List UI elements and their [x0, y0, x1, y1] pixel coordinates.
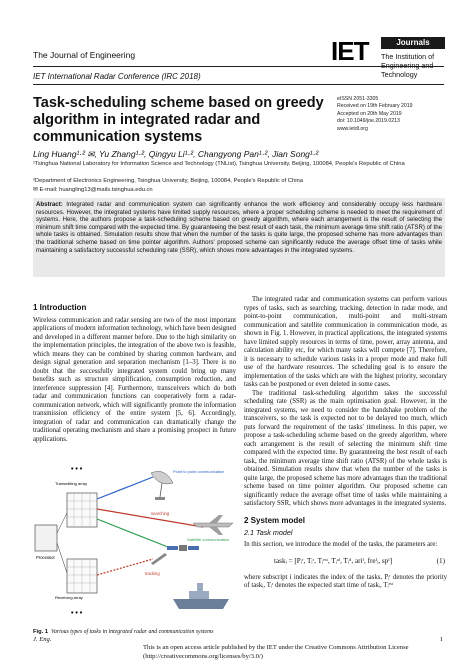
meta-received: Received on 19th February 2019 — [337, 103, 413, 110]
abstract-box — [33, 198, 445, 277]
right-paragraph-4: where subscript i indicates the index of the tasks, Pᵢʳ denotes the priority of taskᵢ, Tᵢʳ denotes the expected start time of taskᵢ, Tᵢᵉˢᵗ — [244, 573, 447, 589]
abstract — [36, 201, 442, 254]
footer-journal: J. Eng. — [33, 636, 52, 643]
beam-searching — [97, 509, 203, 527]
right-paragraph-1: The integrated radar and communication systems can perform various types of tasks, such as searching, tracking, detection in radar mode, and point-to-point communication, multi-point and multi-stream communication and satellite communication in communication mode, as shown in Fig. 1. However, in practical applications, the integrated systems have limited supply resources in terms of time, power, array antenna, and calculation ability etc, for which many tasks will compete [7]. Therefore, it is necessary to schedule various tasks in a proper mode and make full use of the hardware resources. The scheduling goal is to ensure the implementation of the tasks which are with the highest priority, secondary tasks can be postponed or even deleted in some cases. — [244, 296, 447, 388]
dish-antenna-icon — [151, 471, 173, 500]
subsection-heading-task-model: 2.1 Task model — [244, 528, 293, 537]
receiving-array-label: Receiving array — [55, 595, 83, 600]
satellite-label: Satellite communication — [187, 537, 230, 542]
searching-label: searching — [151, 511, 170, 516]
meta-accepted: Accepted on 20th May 2019 — [337, 110, 402, 117]
intro-paragraph: Wireless communication and radar sensing are two of the most important applications of modern information technology, which have been designed and developed in a different manner before. Due to the high similarity on the implementation principles, the integration of the above two is feasible, which means they can be combined by sharing common hardware, and design signal generation and separation mechanism [1–3]. There is no doubt that the successfully integrated system could bring up many benefits such as structure simplification, consumption reduction, and interference suppression [4]. Furthermore, transceivers which do both radar and communication functions can cooperatively form a radar-communication network, which will significantly promote the information transmission efficiency of the entire system [5, 6]. Accordingly, integration of radar and communication can dramatically change the traditional operating mechanism and share a promising prospect in future applications. — [33, 316, 236, 443]
meta-doi[interactable]: doi: 10.1049/joe.2019.0213 — [337, 118, 400, 125]
meta-eissn: eISSN 2051-3305 — [337, 96, 379, 102]
beam-satellite — [97, 519, 173, 549]
abstract-text: Integrated radar and communication system can significantly enhance the work efficiency and considerably occupy less hardware resources. However, the integrated systems have limited supply resources, where a proper scheduling scheme is needed to meet the requirement of systems. Here, the authors propose a task-scheduling scheme based on greedy algorithm, where each arrangement is the result of selecting the minimum shift time compared with the expected time. By guaranteeing the best result of each task, the minimum average time shift ratio (ATSR) of the whole tasks is obtained. Simulation results show that when the number of the tasks is quite large, the proposed scheme has more advantages than the traditional scheme based on time pointer algorithm. Authors' proposed scheme can significantly reduce the average offset time of tasks while maintaining a satisfactory successful scheduling rate (SSR), which shows more advantages in the integrated systems. — [36, 201, 442, 254]
airplane-icon — [193, 515, 233, 535]
dots-top: • • • — [71, 466, 83, 473]
figure-1-diagram — [33, 463, 236, 619]
logo-institution-line2: Engineering and Technology — [381, 61, 434, 79]
logo-mark: IET — [331, 36, 369, 66]
figure-1-caption — [33, 629, 236, 636]
beam-point-to-point — [97, 477, 153, 499]
affiliation-1: ¹Tsinghua National Laboratory for Information Science and Technology (TNList), Tsinghua University, Beijing, 100084, People's Republic of China — [33, 161, 405, 167]
footer-license-text: This is an open access article published by the IET under the Creative Commons Attribution License — [143, 644, 409, 651]
tracking-label: tracking — [145, 571, 160, 576]
abstract-label: Abstract: — [36, 201, 63, 208]
section-heading-system-model: 2 System model — [244, 515, 305, 525]
footer-license — [143, 644, 443, 661]
corresponding-email[interactable]: ✉ E-mail: huangling13@mails.tsinghua.edu.cn — [33, 187, 153, 193]
iet-journals-logo[interactable] — [331, 36, 447, 80]
right-column — [244, 296, 447, 591]
missile-icon — [151, 553, 167, 565]
paper-title: Task-scheduling scheme based on greedy algorithm in integrated radar and communication systems — [33, 95, 324, 145]
right-paragraph-2: The traditional task-scheduling algorithm takes the successful scheduling rate (SSR) as the main optimisation goal. However, in the integrated systems, we need to consider the handshake problem of the transceivers, so the task is expected not to be delayed too much, which puts forward the requirement of the tasks' timeliness. In this paper, we propose a task-scheduling scheme based on the greedy algorithm, where each arrangement is the result of selecting the minimum shift time compared with the expected time. By guaranteeing the best result of each task, the minimum average time shift ratio (ATSR) of the whole tasks is obtained. Simulation results show that when the number of the tasks is quite large, the proposed scheme has more advantages than the traditional scheme based on time pointer algorithm. Our proposed scheme can significantly reduce the average offset time of tasks while maintaining a satisfactory SSR, which shows more advantages in the integrated systems. — [244, 389, 447, 507]
article-meta — [337, 96, 413, 133]
conference-name: IET International Radar Conference (IRC 2018) — [33, 72, 201, 81]
equation-1 — [244, 557, 447, 566]
section-heading-introduction: 1 Introduction — [33, 303, 87, 312]
logo-badge: Journals — [381, 37, 445, 49]
point-to-point-label: Point to point communication — [173, 469, 225, 474]
processor-label: Processor — [36, 555, 55, 560]
meta-url[interactable]: www.ietdl.org — [337, 125, 368, 132]
logo-institution-line1: The Institution of — [381, 52, 435, 61]
logo-institution — [381, 52, 451, 79]
ship-icon — [173, 583, 229, 609]
affiliation-2: ²Department of Electronics Engineering, Tsinghua University, Beijing, 100084, People's Republic of China — [33, 178, 303, 184]
page-number: 1 — [439, 636, 443, 643]
dots-bottom: • • • — [71, 610, 83, 617]
equation-number: (1) — [436, 557, 445, 565]
journal-name: The Journal of Engineering — [33, 50, 136, 60]
figure-caption-text: Various types of tasks in integrated radar and communication systems — [51, 629, 214, 635]
equation-body: taskᵢ = [Pᵢʳ, Tᵢʳ, Tᵢᵉˢᵗ, Tᵢᵃˡ, Tᵢᵈ, ariᶠ, freᶠᵢ, spᶠ] — [274, 557, 393, 565]
left-column — [33, 304, 236, 444]
figure-1 — [33, 463, 236, 623]
satellite-icon — [167, 545, 199, 551]
transmitting-array-label: Transmitting array — [55, 481, 88, 486]
connector-tx — [57, 513, 67, 533]
right-paragraph-3: In this section, we introduce the model of the tasks, the parameters are: — [244, 540, 438, 548]
footer-license-url[interactable]: (http://creativecommons.org/licenses/by/3.0/) — [143, 652, 264, 660]
header-divider-lower — [33, 84, 444, 85]
connector-rx — [57, 543, 67, 573]
author-list: Ling Huang¹·² ✉, Yu Zhang¹·², Qingyu Li¹·², Changyong Pan¹·², Jian Song¹·² — [33, 149, 319, 159]
processor-block — [35, 525, 57, 551]
figure-caption-label: Fig. 1 — [33, 629, 49, 635]
